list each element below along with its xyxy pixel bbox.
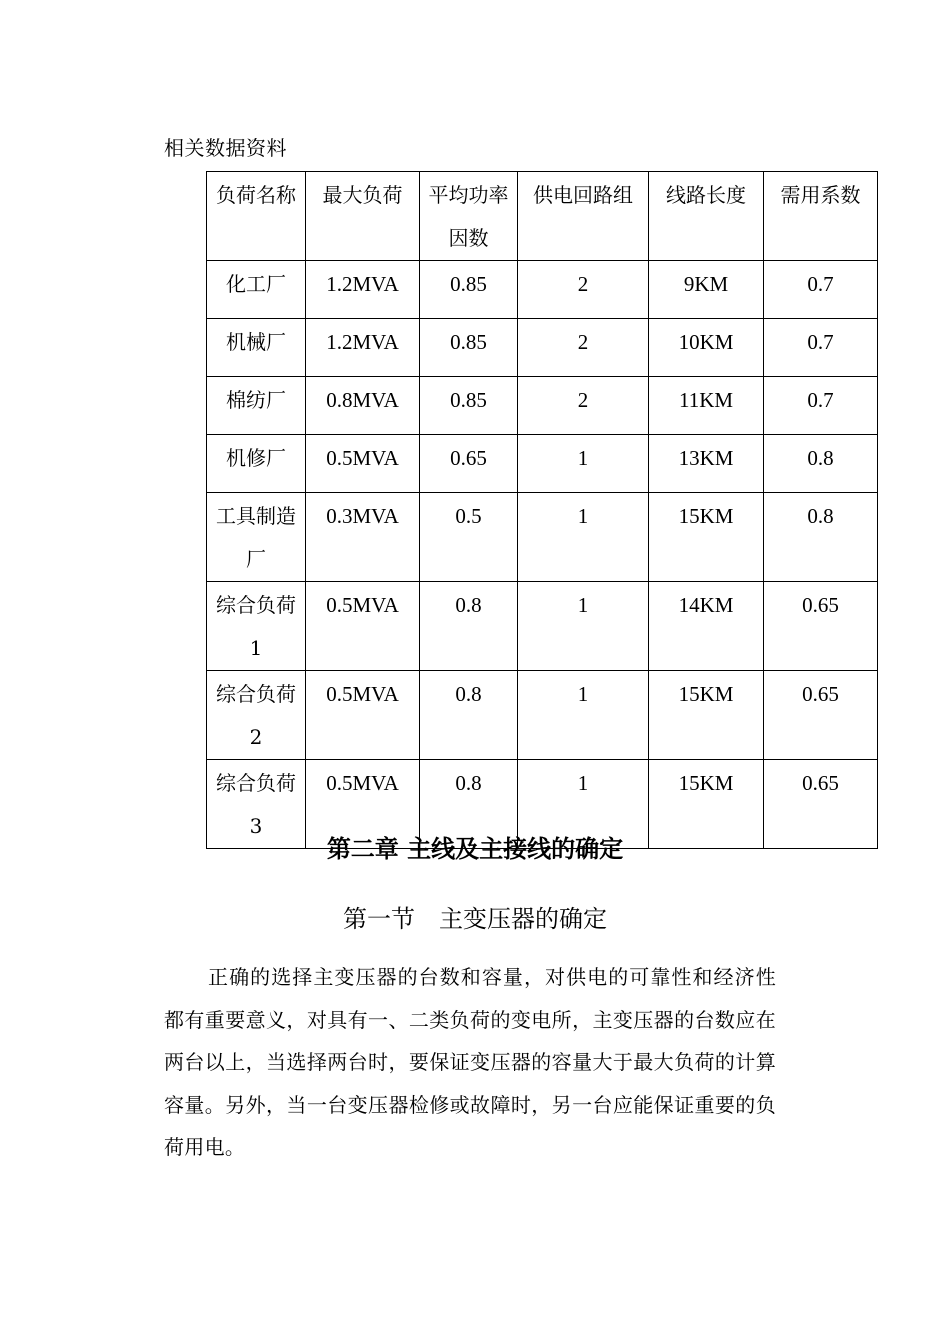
line-length-cell: 9KM bbox=[649, 261, 764, 319]
circuit-count-cell: 2 bbox=[518, 377, 649, 435]
power-factor-cell: 0.8 bbox=[420, 760, 518, 849]
line-length-cell: 14KM bbox=[649, 582, 764, 671]
circuit-count-cell: 1 bbox=[518, 760, 649, 849]
demand-factor-cell: 0.65 bbox=[764, 671, 878, 760]
power-factor-cell: 0.5 bbox=[420, 493, 518, 582]
demand-factor-cell: 0.7 bbox=[764, 377, 878, 435]
table-row bbox=[207, 671, 878, 760]
demand-factor-cell: 0.7 bbox=[764, 261, 878, 319]
max-load-cell: 0.5MVA bbox=[306, 582, 420, 671]
body-paragraph: 正确的选择主变压器的台数和容量，对供电的可靠性和经济性都有重要意义，对具有一、二类负荷的变电所，主变压器的台数应在两台以上，当选择两台时，要保证变压器的容量大于最大负荷的计算容量。另外，当一台变压器检修或故障时，另一台应能保证重要的负荷用电。 bbox=[164, 965, 776, 1159]
load-name-cell: 工具制造厂 bbox=[207, 493, 306, 582]
power-factor-cell: 0.85 bbox=[420, 261, 518, 319]
load-data-table bbox=[206, 171, 878, 849]
max-load-cell: 0.5MVA bbox=[306, 671, 420, 760]
table-row bbox=[207, 377, 878, 435]
section-title: 第一节 主变压器的确定 bbox=[343, 905, 607, 933]
max-load-cell: 0.8MVA bbox=[306, 377, 420, 435]
table-row bbox=[207, 319, 878, 377]
line-length-cell: 10KM bbox=[649, 319, 764, 377]
line-length-cell: 15KM bbox=[649, 671, 764, 760]
load-name-cell: 综合负荷 2 bbox=[207, 671, 306, 760]
line-length-cell: 15KM bbox=[649, 760, 764, 849]
circuit-count-cell: 1 bbox=[518, 493, 649, 582]
table-row bbox=[207, 493, 878, 582]
max-load-cell: 0.5MVA bbox=[306, 760, 420, 849]
demand-factor-cell: 0.65 bbox=[764, 582, 878, 671]
column-header: 需用系数 bbox=[764, 172, 878, 261]
line-length-cell: 15KM bbox=[649, 493, 764, 582]
demand-factor-cell: 0.65 bbox=[764, 760, 878, 849]
power-factor-cell: 0.85 bbox=[420, 319, 518, 377]
column-header: 线路长度 bbox=[649, 172, 764, 261]
load-name-cell: 机械厂 bbox=[207, 319, 306, 377]
demand-factor-cell: 0.8 bbox=[764, 435, 878, 493]
power-factor-cell: 0.8 bbox=[420, 671, 518, 760]
column-header: 供电回路组 bbox=[518, 172, 649, 261]
load-name-cell: 棉纺厂 bbox=[207, 377, 306, 435]
demand-factor-cell: 0.8 bbox=[764, 493, 878, 582]
table-header-row bbox=[207, 172, 878, 261]
load-name-cell: 综合负荷 1 bbox=[207, 582, 306, 671]
power-factor-cell: 0.85 bbox=[420, 377, 518, 435]
circuit-count-cell: 1 bbox=[518, 582, 649, 671]
power-factor-cell: 0.65 bbox=[420, 435, 518, 493]
chapter-title: 第二章 主线及主接线的确定 bbox=[326, 834, 624, 863]
power-factor-cell: 0.8 bbox=[420, 582, 518, 671]
circuit-count-cell: 2 bbox=[518, 261, 649, 319]
column-header: 负荷名称 bbox=[207, 172, 306, 261]
column-header: 平均功率因数 bbox=[420, 172, 518, 261]
line-length-cell: 13KM bbox=[649, 435, 764, 493]
load-name-cell: 综合负荷 3 bbox=[207, 760, 306, 849]
max-load-cell: 0.5MVA bbox=[306, 435, 420, 493]
table-row bbox=[207, 435, 878, 493]
demand-factor-cell: 0.7 bbox=[764, 319, 878, 377]
circuit-count-cell: 1 bbox=[518, 435, 649, 493]
max-load-cell: 0.3MVA bbox=[306, 493, 420, 582]
circuit-count-cell: 2 bbox=[518, 319, 649, 377]
table-caption: 相关数据资料 bbox=[164, 136, 287, 160]
table-row bbox=[207, 582, 878, 671]
max-load-cell: 1.2MVA bbox=[306, 319, 420, 377]
load-name-cell: 机修厂 bbox=[207, 435, 306, 493]
load-name-cell: 化工厂 bbox=[207, 261, 306, 319]
column-header: 最大负荷 bbox=[306, 172, 420, 261]
table-row bbox=[207, 261, 878, 319]
max-load-cell: 1.2MVA bbox=[306, 261, 420, 319]
line-length-cell: 11KM bbox=[649, 377, 764, 435]
circuit-count-cell: 1 bbox=[518, 671, 649, 760]
